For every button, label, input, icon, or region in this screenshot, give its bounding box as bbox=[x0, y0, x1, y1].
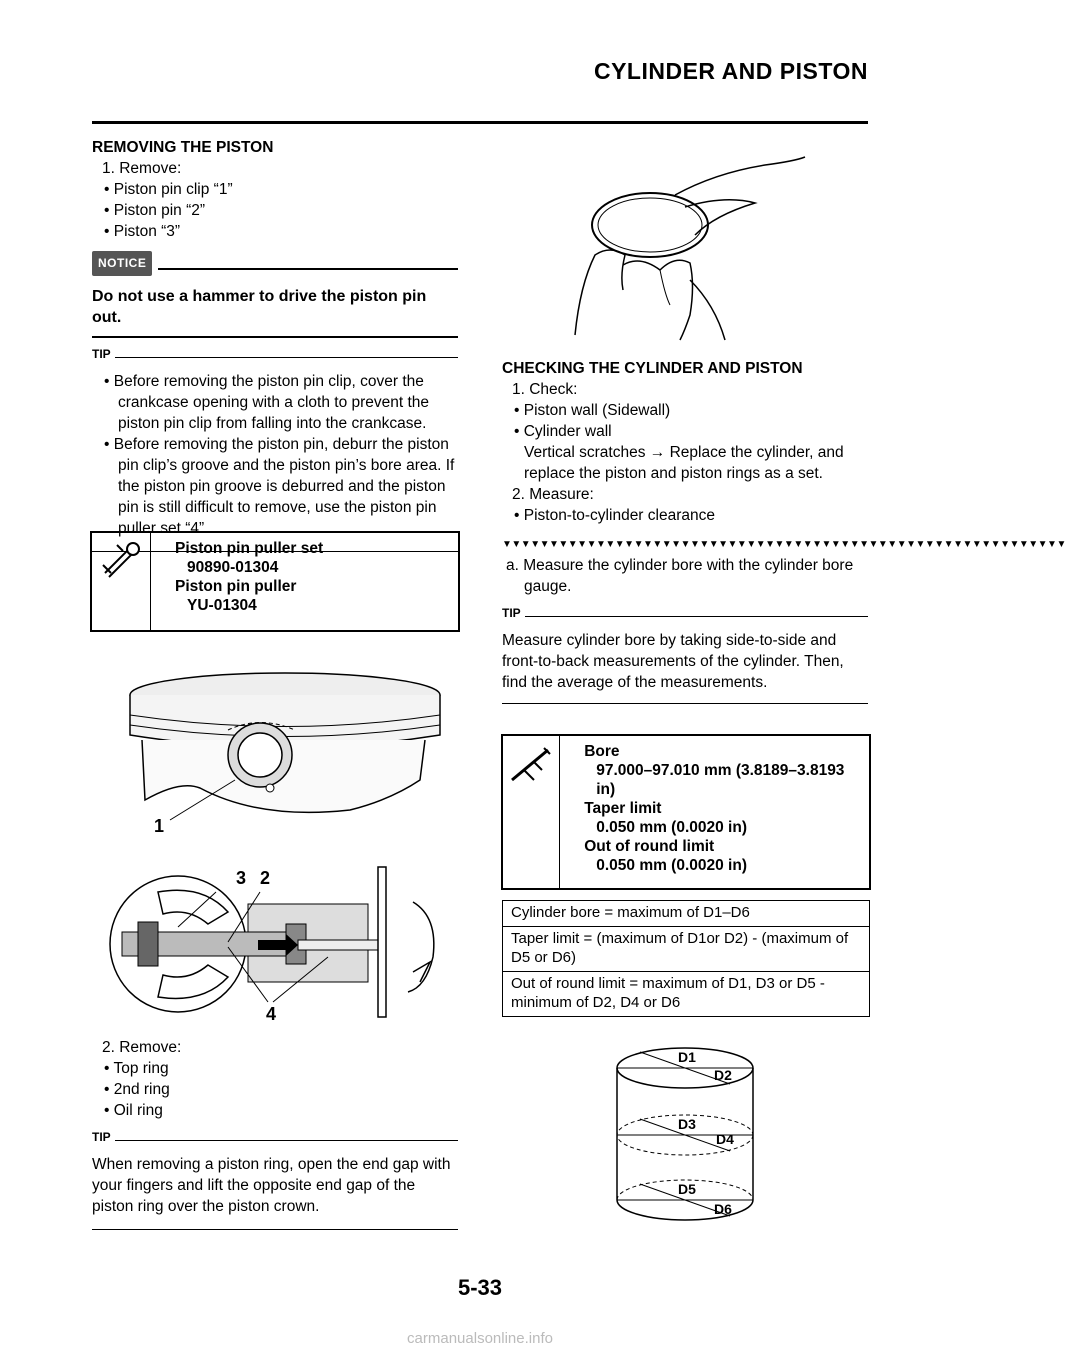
tip-header bbox=[92, 1127, 458, 1148]
formula-table bbox=[502, 900, 870, 1017]
tip-label: TIP bbox=[92, 1130, 111, 1144]
list-item: • Cylinder wall bbox=[514, 423, 612, 440]
caliper-icon bbox=[508, 742, 554, 786]
cylinder-bore-diagram bbox=[600, 1040, 770, 1230]
check-detail: Vertical scratches → Replace the cylinder, and replace the piston and piston rings as a set. bbox=[524, 444, 844, 482]
spec-text bbox=[560, 736, 869, 888]
callout-1: 1 bbox=[154, 816, 165, 836]
list-item: • 2nd ring bbox=[104, 1081, 170, 1098]
procedure-start-marker: ▼▼▼▼▼▼▼▼▼▼▼▼▼▼▼▼▼▼▼▼▼▼▼▼▼▼▼▼▼▼▼▼▼▼▼▼▼▼▼▼▼▼▼▼▼▼▼▼▼▼▼▼▼▼▼▼▼▼▼▼ bbox=[502, 539, 1066, 550]
tip-end-rule bbox=[92, 1229, 458, 1230]
list-item: • Piston “3” bbox=[104, 223, 181, 240]
step-2: 2. Remove: bbox=[102, 1039, 182, 1056]
tool-number: YU-01304 bbox=[187, 597, 257, 614]
sub-step-a: a. Measure the cylinder bore with the cylinder bore gauge. bbox=[506, 557, 854, 595]
list-item: • Piston wall (Sidewall) bbox=[514, 402, 671, 419]
spec-label: Out of round limit bbox=[584, 838, 715, 855]
ring-check-figure bbox=[565, 155, 875, 340]
list-item: • Piston pin “2” bbox=[104, 202, 206, 219]
left-column-bottom bbox=[92, 1037, 458, 1230]
label-d6: D6 bbox=[714, 1201, 732, 1217]
spec-label: Taper limit bbox=[584, 800, 662, 817]
formula-row: Cylinder bore = maximum of D1–D6 bbox=[503, 901, 869, 927]
tip-end-rule bbox=[502, 703, 868, 704]
tool-name: Piston pin puller set bbox=[175, 540, 324, 557]
label-d3: D3 bbox=[678, 1116, 696, 1132]
tool-number: 90890-01304 bbox=[187, 559, 279, 576]
list-item: • Top ring bbox=[104, 1060, 169, 1077]
list-item: • Piston pin clip “1” bbox=[104, 181, 233, 198]
callout-3: 3 bbox=[236, 868, 247, 888]
step-1: 1. Check: bbox=[512, 381, 578, 398]
step-2: 2. Measure: bbox=[512, 486, 594, 503]
tip-label: TIP bbox=[502, 606, 521, 620]
section-heading: CHECKING THE CYLINDER AND PISTON bbox=[502, 360, 803, 377]
callout-4: 4 bbox=[266, 1004, 277, 1024]
tip-header bbox=[502, 603, 868, 624]
tool-text bbox=[151, 533, 333, 630]
watermark: carmanualsonline.info bbox=[407, 1330, 553, 1347]
notice-header bbox=[92, 251, 458, 276]
piston-clip-figure bbox=[120, 660, 460, 840]
tip-rule bbox=[525, 616, 868, 617]
puller-tool-icon bbox=[99, 539, 143, 583]
section-heading: REMOVING THE PISTON bbox=[92, 139, 274, 156]
list-item: • Before removing the piston pin clip, cover the crankcase opening with a cloth to prevent the piston pin clip from falling into the crankcase. bbox=[104, 373, 430, 432]
spec-label: Bore bbox=[584, 743, 620, 760]
spec-value: 0.050 mm (0.0020 in) bbox=[596, 857, 747, 874]
formula-row: Out of round limit = maximum of D1, D3 or D5 - minimum of D2, D4 or D6 bbox=[511, 975, 825, 1011]
list-item: • Oil ring bbox=[104, 1102, 163, 1119]
spec-icon-cell bbox=[503, 736, 560, 888]
label-d2: D2 bbox=[714, 1067, 732, 1083]
special-tool-box bbox=[90, 531, 460, 632]
callout-2: 2 bbox=[260, 868, 271, 888]
header-rule bbox=[92, 121, 868, 124]
spec-value: 97.000–97.010 mm (3.8189–3.8193 in) bbox=[596, 762, 845, 798]
label-d1: D1 bbox=[678, 1049, 696, 1065]
spec-box bbox=[501, 734, 871, 890]
spec-value: 0.050 mm (0.0020 in) bbox=[596, 819, 747, 836]
label-d5: D5 bbox=[678, 1181, 696, 1197]
tip-rule bbox=[115, 1140, 458, 1141]
notice-rule bbox=[158, 268, 458, 270]
page-title: CYLINDER AND PISTON bbox=[593, 58, 868, 84]
notice-text: Do not use a hammer to drive the piston pin out. bbox=[92, 288, 427, 326]
left-column bbox=[92, 137, 458, 552]
right-column bbox=[502, 358, 1066, 704]
tool-icon-cell bbox=[92, 533, 151, 630]
list-item: • Before removing the piston pin, deburr the piston pin clip’s groove and the piston pin’s bore area. If the piston pin groove is deburred and the piston pin is still difficult to remove, use the piston pin puller set “4”. bbox=[104, 436, 455, 537]
step-1: 1. Remove: bbox=[102, 160, 182, 177]
tool-name: Piston pin puller bbox=[175, 578, 297, 595]
page-number: 5-33 bbox=[457, 1275, 503, 1300]
tip-text: When removing a piston ring, open the end gap with your fingers and lift the opposite end gap of the piston ring over the piston crown. bbox=[92, 1156, 451, 1215]
list-item: • Piston-to-cylinder clearance bbox=[514, 507, 715, 524]
notice-badge: NOTICE bbox=[92, 251, 152, 276]
tip-label: TIP bbox=[92, 347, 111, 361]
notice-end-rule bbox=[92, 336, 458, 338]
formula-row: Taper limit = (maximum of D1or D2) - (maximum of D5 or D6) bbox=[503, 927, 869, 972]
tip-header bbox=[92, 344, 458, 365]
label-d4: D4 bbox=[716, 1131, 734, 1147]
piston-pin-puller-figure bbox=[108, 862, 468, 1027]
tip-rule bbox=[115, 357, 458, 358]
tip-text: Measure cylinder bore by taking side-to-side and front-to-back measurements of the cylinder. Then, find the average of the measurements. bbox=[502, 632, 844, 691]
